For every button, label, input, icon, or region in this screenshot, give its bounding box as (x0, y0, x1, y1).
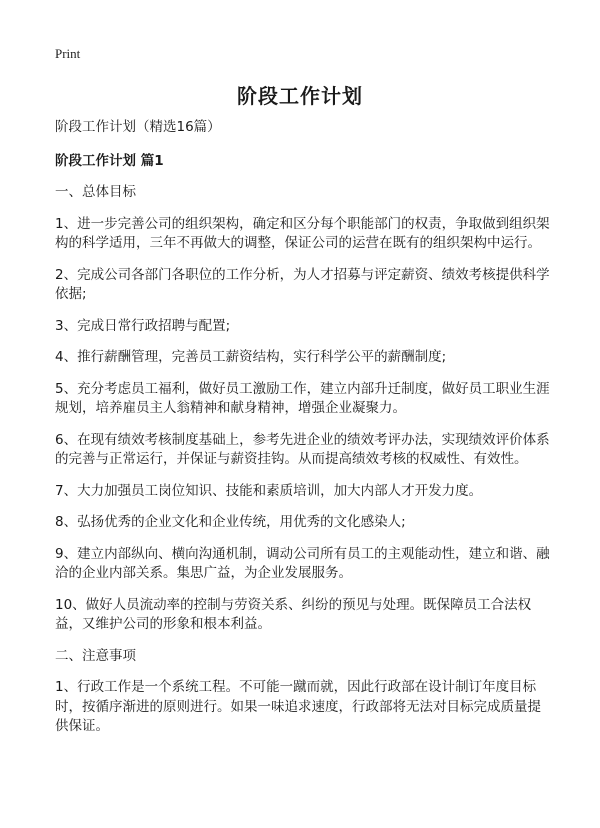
goal-item-4: 4、推行薪酬管理，完善员工薪资结构，实行科学公平的薪酬制度; (55, 349, 447, 365)
heading-overall-goals: 一、总体目标 (55, 184, 136, 200)
section-heading: 阶段工作计划 篇1 (55, 152, 164, 169)
goal-item-6: 6、在现有绩效考核制度基础上，参考先进企业的绩效考评办法，实现绩效评价体系的完善与正常运行，并保证与薪资挂钩。从而提高绩效考核的权威性、有效性。 (55, 431, 550, 467)
goal-item-2: 2、完成公司各部门各职位的工作分析，为人才招募与评定薪资、绩效考核提供科学依据; (55, 266, 550, 302)
heading-notes: 二、注意事项 (55, 647, 136, 664)
goal-item-7: 7、大力加强员工岗位知识、技能和素质培训，加大内部人才开发力度。 (55, 482, 483, 499)
page-title: 阶段工作计划 (237, 84, 363, 108)
note-item-1: 1、行政工作是一个系统工程。不可能一蹴而就，因此行政部在设计制订年度目标时，按循序渐进的原则进行。如果一味追求速度，行政部将无法对目标完成质量提供保证。 (55, 679, 541, 734)
print-link[interactable]: Print (55, 46, 81, 61)
goal-item-3: 3、完成日常行政招聘与配置; (55, 317, 231, 334)
goal-item-9: 9、建立内部纵向、横向沟通机制，调动公司所有员工的主观能动性，建立和谐、融洽的企业内部关系。集思广益，为企业发展服务。 (55, 545, 550, 581)
document-subtitle: 阶段工作计划（精选16篇） (55, 119, 221, 135)
goal-item-5: 5、充分考虑员工福利，做好员工激励工作，建立内部升迁制度，做好员工职业生涯规划，培养雇员主人翁精神和献身精神，增强企业凝聚力。 (55, 380, 550, 416)
goal-item-8: 8、弘扬优秀的企业文化和企业传统，用优秀的文化感染人; (55, 514, 406, 530)
goal-item-10: 10、做好人员流动率的控制与劳资关系、纠纷的预见与处理。既保障员工合法权益，又维护公司的形象和根本利益。 (55, 596, 532, 632)
document-body (55, 118, 550, 749)
goal-item-1: 1、进一步完善公司的组织架构，确定和区分每个职能部门的权责，争取做到组织架构的科学适用，三年不再做大的调整，保证公司的运营在既有的组织架构中运行。 (55, 215, 550, 251)
